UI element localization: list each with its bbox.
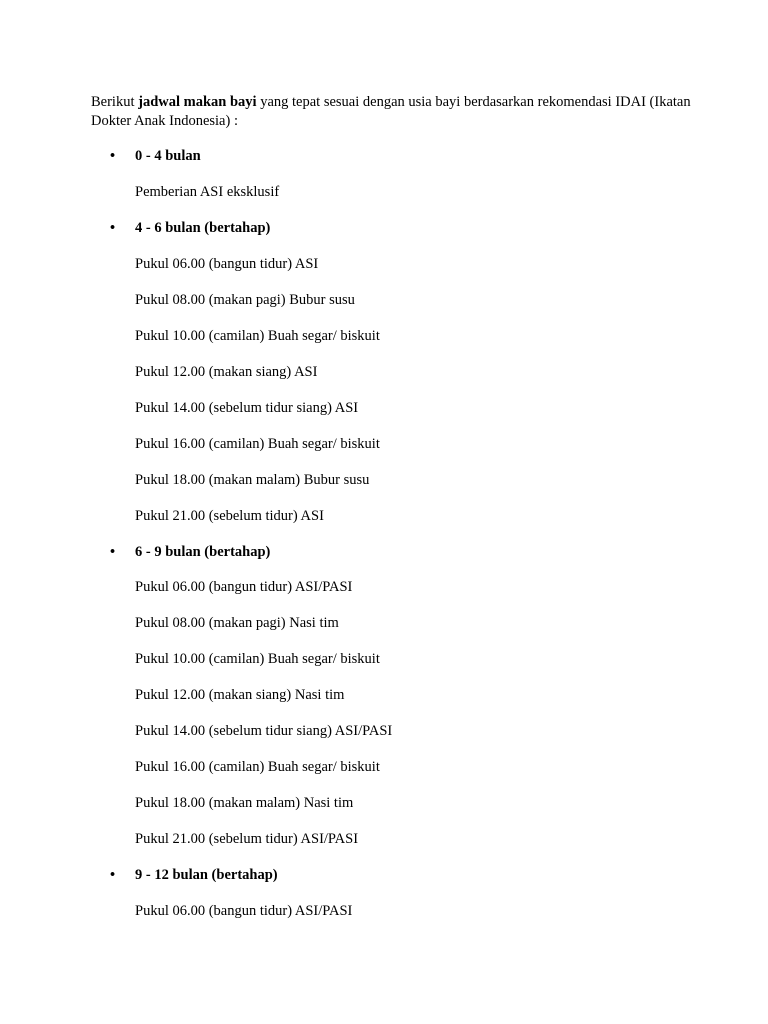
list-item: Pukul 08.00 (makan pagi) Nasi tim (135, 615, 339, 631)
list-item: Pemberian ASI eksklusif (135, 184, 280, 200)
bullet-icon: • (110, 867, 116, 883)
section-heading-9-12: 9 - 12 bulan (bertahap) (135, 867, 278, 883)
list-item: Pukul 12.00 (makan siang) ASI (135, 364, 318, 380)
list-item: Pukul 06.00 (bangun tidur) ASI/PASI (135, 903, 353, 919)
list-item: Pukul 06.00 (bangun tidur) ASI (135, 256, 319, 272)
list-item: Pukul 21.00 (sebelum tidur) ASI/PASI (135, 831, 359, 847)
intro-bold-phrase: jadwal makan bayi (138, 94, 257, 110)
list-item: Pukul 18.00 (makan malam) Bubur susu (135, 472, 370, 488)
intro-prefix: Berikut (91, 94, 139, 110)
bullet-icon: • (110, 544, 116, 560)
list-item: Pukul 18.00 (makan malam) Nasi tim (135, 795, 354, 811)
section-heading-6-9: 6 - 9 bulan (bertahap) (135, 544, 271, 560)
list-item: Pukul 14.00 (sebelum tidur siang) ASI (135, 400, 359, 416)
bullet-icon: • (110, 148, 116, 164)
list-item: Pukul 08.00 (makan pagi) Bubur susu (135, 292, 355, 308)
intro-suffix: yang tepat sesuai dengan usia bayi berdasarkan rekomendasi IDAI (Ikatan Dokter Anak Indonesia) : (91, 94, 691, 129)
list-item: Pukul 21.00 (sebelum tidur) ASI (135, 508, 324, 524)
list-item: Pukul 16.00 (camilan) Buah segar/ biskuit (135, 759, 380, 775)
list-item: Pukul 16.00 (camilan) Buah segar/ biskuit (135, 436, 380, 452)
bullet-icon: • (110, 220, 116, 236)
intro-paragraph (91, 93, 701, 131)
list-item: Pukul 14.00 (sebelum tidur siang) ASI/PASI (135, 723, 393, 739)
list-item: Pukul 12.00 (makan siang) Nasi tim (135, 687, 345, 703)
list-item: Pukul 10.00 (camilan) Buah segar/ biskuit (135, 651, 380, 667)
list-item: Pukul 06.00 (bangun tidur) ASI/PASI (135, 579, 353, 595)
list-item: Pukul 10.00 (camilan) Buah segar/ biskuit (135, 328, 380, 344)
section-heading-4-6: 4 - 6 bulan (bertahap) (135, 220, 271, 236)
section-heading-0-4: 0 - 4 bulan (135, 148, 201, 164)
